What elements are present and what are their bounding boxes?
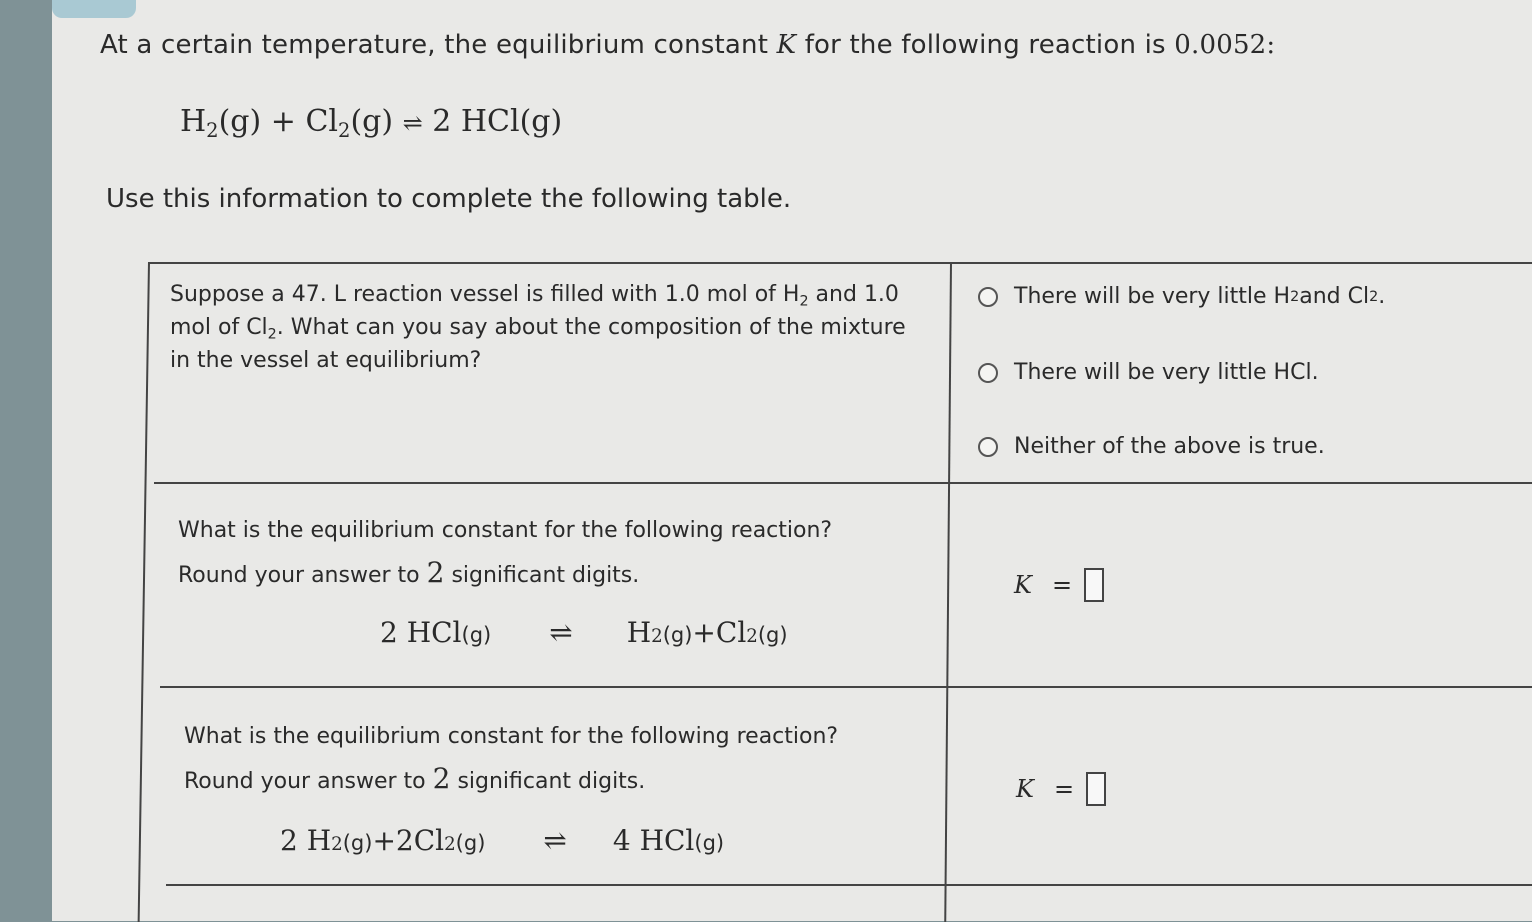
row3-question (184, 716, 904, 803)
row1-question-part3: . What can you say about the composition of the mixture in the vessel at equilibrium? (170, 315, 906, 373)
row3-reactant-h: 2 H (280, 824, 332, 857)
row1-question-part1: Suppose a 47. L reaction vessel is filled with 1.0 mol of H (170, 282, 800, 307)
row3-digits: 2 (432, 762, 451, 795)
row3-reaction: 2 H 2 (g) +2Cl 2 (g) ⇌ 4 HCl (g) (280, 824, 725, 857)
option-2-label: There will be very little HCl. (1014, 360, 1319, 385)
row2-question-line1: What is the equilibrium constant for the following reaction? (178, 518, 833, 543)
row1-question-part2: and 1.0 mol of Cl (170, 282, 899, 340)
row2-k-answer (1014, 568, 1104, 602)
row1-subscript-1: 2 (799, 293, 809, 310)
row2-question (178, 510, 898, 597)
equilibrium-arrow-icon: ⇌ (549, 616, 573, 649)
row3-sigfig-text: significant digits. (457, 769, 646, 794)
plus-sign: + (270, 104, 296, 139)
reactant-h: H (180, 104, 207, 139)
corner-tab (52, 0, 136, 18)
k-value: 0.0052: (1174, 30, 1276, 60)
row3-round-text: Round your answer to (184, 769, 426, 794)
option-very-little-hcl[interactable] (978, 360, 1319, 385)
radio-button-icon[interactable] (978, 287, 998, 307)
row-divider-1 (154, 482, 1532, 484)
row3-product: 4 HCl (612, 824, 695, 857)
row3-plus-cl: +2Cl (372, 824, 445, 857)
row1-subscript-2: 2 (267, 326, 277, 343)
option-1-label-end: . (1378, 284, 1386, 309)
table-border-top (148, 262, 1532, 264)
radio-button-icon[interactable] (978, 437, 998, 457)
option-1-label-mid: and Cl (1299, 284, 1370, 309)
row3-question-line1: What is the equilibrium constant for the following reaction? (184, 724, 839, 749)
row2-round-text: Round your answer to (178, 563, 420, 588)
row2-question-line2 (178, 552, 898, 597)
option-very-little-h2-cl2[interactable]: There will be very little H 2 and Cl 2 . (978, 284, 1385, 309)
reactant-cl-state: (g) (350, 104, 394, 139)
row2-k-input[interactable] (1084, 568, 1104, 602)
column-divider (944, 262, 952, 922)
table-border-bottom (166, 884, 1532, 886)
row3-product-state: (g) (694, 831, 725, 855)
row2-digits: 2 (426, 556, 445, 589)
row2-equals: = (1051, 571, 1073, 599)
reactant-h-subscript: 2 (206, 118, 219, 142)
reactant-h-state: (g) (218, 104, 262, 139)
intro-prefix: At a certain temperature, the equilibrium constant (100, 30, 769, 60)
row3-question-line2 (184, 758, 904, 803)
intro-suffix: for the following reaction is (804, 30, 1166, 60)
equilibrium-arrow-icon: ⇌ (543, 824, 567, 857)
intro-text (100, 30, 1275, 60)
row2-product-cl-state: (g) (757, 623, 788, 647)
row3-reactant-h-state: (g) (342, 831, 373, 855)
row2-reactant-state: (g) (461, 623, 492, 647)
row2-product-cl: Cl (715, 616, 747, 649)
row3-k-answer (1016, 772, 1106, 806)
row2-plus: + (692, 616, 716, 649)
option-3-label: Neither of the above is true. (1014, 434, 1325, 459)
main-reaction (180, 104, 563, 142)
row1-question (170, 278, 910, 377)
row2-k-label: K (1014, 571, 1032, 599)
row3-equals: = (1053, 775, 1075, 803)
row2-product-h-state: (g) (662, 623, 693, 647)
radio-button-icon[interactable] (978, 363, 998, 383)
option-neither-true[interactable] (978, 434, 1325, 459)
product-hcl: 2 HCl(g) (432, 104, 563, 139)
k-symbol: K (776, 30, 797, 60)
option-1-label: There will be very little H (1014, 284, 1291, 309)
reactant-cl-subscript: 2 (338, 118, 351, 142)
row3-k-input[interactable] (1086, 772, 1106, 806)
row3-k-label: K (1016, 775, 1034, 803)
row2-reaction: 2 HCl (g) ⇌ H 2 (g) + Cl 2 (g) (380, 616, 788, 649)
row3-reactant-cl-state: (g) (455, 831, 486, 855)
instruction-text: Use this information to complete the following table. (106, 184, 792, 214)
row2-reactant: 2 HCl (380, 616, 462, 649)
row-divider-2 (160, 686, 1532, 688)
row2-sigfig-text: significant digits. (451, 563, 640, 588)
equilibrium-arrow-icon: ⇌ (402, 109, 423, 137)
reactant-cl: Cl (305, 104, 339, 139)
row2-product-h: H (626, 616, 652, 649)
